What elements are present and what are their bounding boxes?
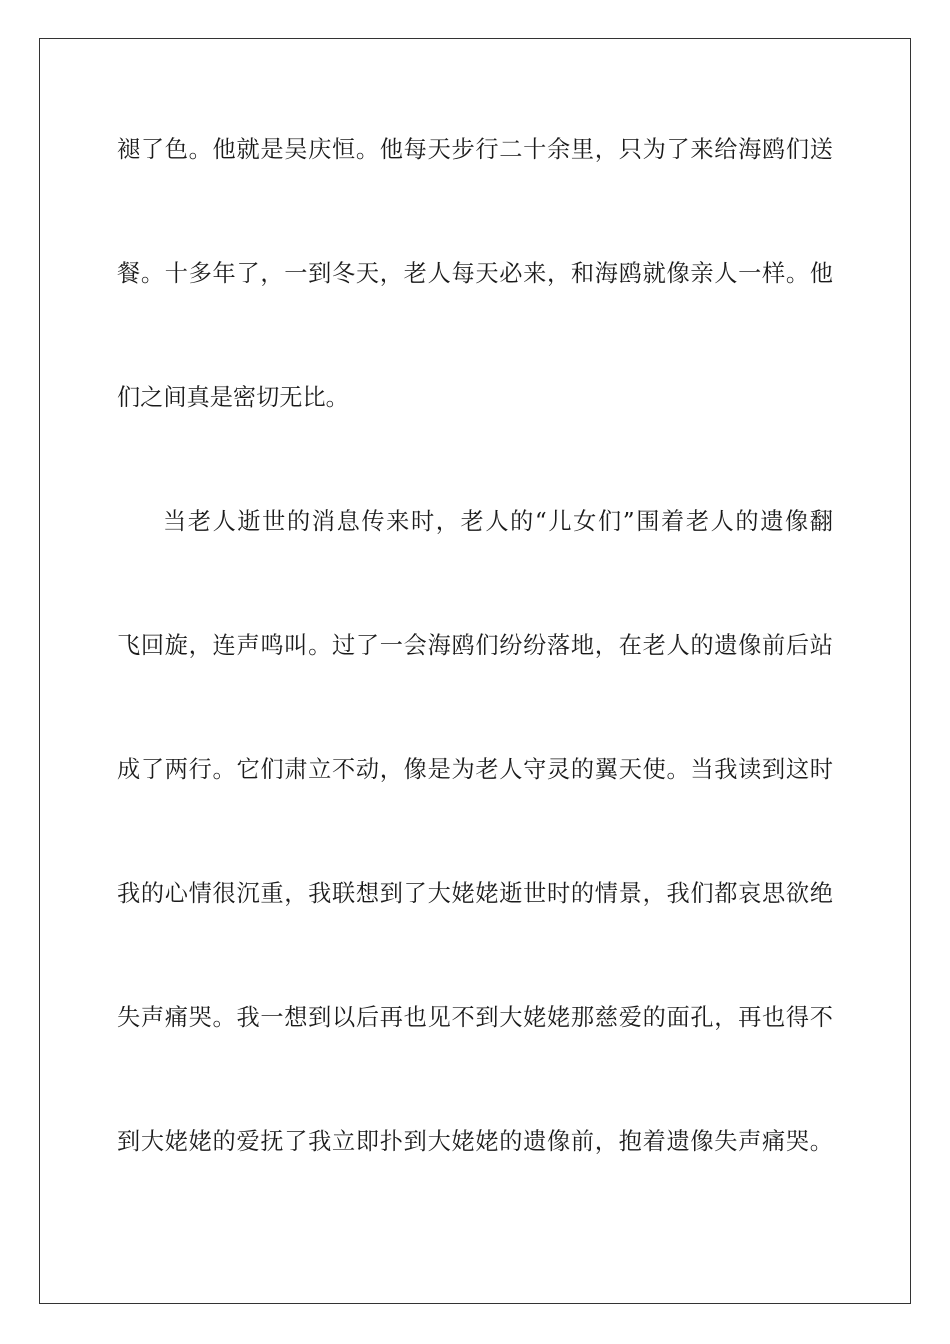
paragraph-line-4: 当老人逝世的消息传来时，老人的“儿女们”围着老人的遗像翻	[163, 508, 833, 535]
paragraph-line-3: 们之间真是密切无比。	[117, 384, 349, 411]
paragraph-line-5: 飞回旋，连声鸣叫。过了一会海鸥们纷纷落地，在老人的遗像前后站	[117, 632, 833, 659]
paragraph-line-7: 我的心情很沉重，我联想到了大姥姥逝世时的情景，我们都哀思欲绝	[117, 880, 833, 907]
page-border	[39, 38, 911, 1304]
paragraph-line-8: 失声痛哭。我一想到以后再也见不到大姥姥那慈爱的面孔，再也得不	[117, 1004, 833, 1031]
paragraph-line-2: 餐。十多年了，一到冬天，老人每天必来，和海鸥就像亲人一样。他	[117, 260, 833, 287]
paragraph-line-1: 褪了色。他就是吴庆恒。他每天步行二十余里，只为了来给海鸥们送	[117, 136, 833, 163]
paragraph-line-6: 成了两行。它们肃立不动，像是为老人守灵的翼天使。当我读到这时	[117, 756, 833, 783]
paragraph-line-9: 到大姥姥的爱抚了我立即扑到大姥姥的遗像前，抱着遗像失声痛哭。	[117, 1128, 833, 1155]
